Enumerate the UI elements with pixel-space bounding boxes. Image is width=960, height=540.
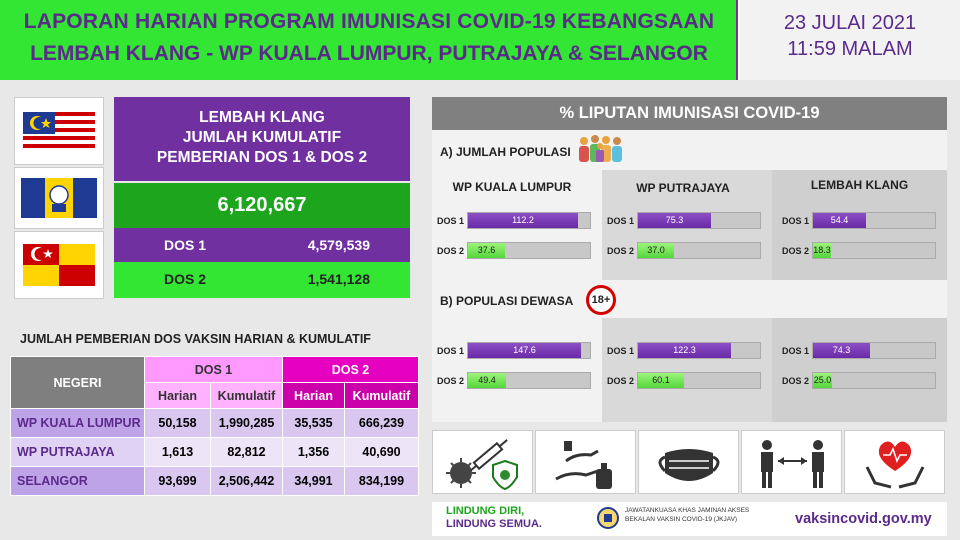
col-header-dos2: DOS 2 — [283, 357, 419, 383]
dos2-label: DOS 2 — [164, 271, 207, 287]
bar-series-label: DOS 2 — [782, 376, 810, 386]
prevention-icons — [432, 430, 947, 494]
bar-track — [812, 212, 936, 229]
report-title: LAPORAN HARIAN PROGRAM IMUNISASI COVID-19 KEBANGSAAN — [23, 10, 715, 33]
col-header-dos1: DOS 1 — [145, 357, 283, 383]
bar-track — [812, 242, 936, 259]
bar-series-label: DOS 1 — [782, 346, 810, 356]
adult-18-badge: 18+ — [586, 285, 616, 315]
row-d1-harian: 50,158 — [145, 409, 211, 438]
kuala-lumpur-flag — [14, 97, 104, 165]
coverage-bar: 25.0 — [813, 373, 832, 388]
cumulative-dos1-row — [114, 228, 410, 262]
dos1-value: 4,579,539 — [307, 237, 370, 253]
col-title-lembah-klang: LEMBAH KLANG — [810, 178, 909, 192]
coverage-bar: 18.3 — [813, 243, 831, 258]
bar-track — [637, 242, 761, 259]
row-d2-harian: 35,535 — [283, 409, 345, 438]
cumulative-heading-line3: PEMBERIAN DOS 1 & DOS 2 — [156, 149, 368, 166]
col-title-putrajaya: WP PUTRAJAYA — [636, 181, 730, 195]
table-title: JUMLAH PEMBERIAN DOS VAKSIN HARIAN & KUMULATIF — [20, 332, 371, 346]
bar-series-label: DOS 2 — [782, 246, 810, 256]
bar-track — [812, 372, 936, 389]
report-time: 11:59 MALAM — [787, 38, 913, 60]
row-d2-harian: 34,991 — [283, 467, 345, 496]
slogan-line2: LINDUNG SEMUA. — [446, 518, 542, 530]
putrajaya-flag — [14, 167, 104, 229]
row-negeri: SELANGOR — [11, 467, 145, 496]
row-d1-harian: 93,699 — [145, 467, 211, 496]
jkjav-line2: BEKALAN VAKSIN COVID-19 (JKJAV) — [625, 515, 738, 523]
cumulative-total: 6,120,667 — [114, 183, 410, 228]
row-d2-harian: 1,356 — [283, 438, 345, 467]
bar-series-label: DOS 2 — [437, 246, 465, 256]
sub-header-dos1-kumulatif: Kumulatif — [211, 383, 283, 409]
col-title-kl: WP KUALA LUMPUR — [452, 180, 572, 194]
bar-series-label: DOS 1 — [607, 346, 635, 356]
jkjav-logo-icon — [596, 506, 620, 530]
face-mask-icon — [638, 430, 739, 494]
physical-distance-icon — [741, 430, 842, 494]
coverage-bar: 112.2 — [468, 213, 578, 228]
bar-series-label: DOS 2 — [607, 376, 635, 386]
row-d1-kumulatif: 2,506,442 — [211, 467, 283, 496]
row-d1-kumulatif: 82,812 — [211, 438, 283, 467]
col-header-negeri: NEGERI — [11, 357, 145, 409]
dos1-label: DOS 1 — [164, 237, 207, 253]
website-link[interactable]: vaksincovid.gov.my — [795, 511, 932, 527]
coverage-bar: 54.4 — [813, 213, 866, 228]
coverage-bar: 122.3 — [638, 343, 731, 358]
jkjav-line1: JAWATANKUASA KHAS JAMINAN AKSES — [625, 507, 750, 514]
heart-care-icon — [844, 430, 945, 494]
row-d2-kumulatif: 834,199 — [345, 467, 419, 496]
cumulative-dos2-row — [114, 262, 410, 298]
coverage-bar: 74.3 — [813, 343, 870, 358]
vaccine-virus-icon — [432, 430, 533, 494]
report-date: 23 JULAI 2021 — [783, 12, 917, 34]
coverage-bar: 37.6 — [468, 243, 505, 258]
dos2-value: 1,541,128 — [307, 271, 370, 287]
col-b-putrajaya — [602, 318, 772, 422]
col-b-kl — [432, 318, 602, 422]
bar-series-label: DOS 1 — [437, 216, 465, 226]
sub-header-dos1-harian: Harian — [145, 383, 211, 409]
row-negeri: WP PUTRAJAYA — [11, 438, 145, 467]
table-row — [11, 409, 419, 438]
cumulative-heading-line1: LEMBAH KLANG — [199, 109, 325, 126]
slogan-line1: LINDUNG DIRI, — [446, 505, 525, 517]
coverage-bar: 75.3 — [638, 213, 711, 228]
bar-track — [637, 212, 761, 229]
section-a-label: A) JUMLAH POPULASI — [440, 145, 571, 159]
section-b-label: B) POPULASI DEWASA — [440, 294, 574, 308]
cumulative-heading-line2: JUMLAH KUMULATIF — [182, 129, 342, 146]
jkjav-text — [625, 507, 785, 524]
col-b-lembah-klang — [772, 318, 947, 422]
row-d2-kumulatif: 40,690 — [345, 438, 419, 467]
coverage-bar: 37.0 — [638, 243, 674, 258]
row-d2-kumulatif: 666,239 — [345, 409, 419, 438]
selangor-flag — [14, 231, 104, 299]
cumulative-heading — [114, 97, 410, 181]
bar-track — [637, 372, 761, 389]
sub-header-dos2-harian: Harian — [283, 383, 345, 409]
coverage-bar: 60.1 — [638, 373, 684, 388]
dose-table — [10, 356, 419, 496]
population-crowd-icon — [576, 132, 628, 166]
bar-series-label: DOS 2 — [607, 246, 635, 256]
bar-track — [467, 212, 591, 229]
bar-track — [467, 242, 591, 259]
coverage-bar: 147.6 — [468, 343, 581, 358]
bar-track — [467, 342, 591, 359]
report-subtitle: LEMBAH KLANG - WP KUALA LUMPUR, PUTRAJAYA & SELANGOR — [30, 42, 708, 65]
bar-series-label: DOS 2 — [437, 376, 465, 386]
bar-series-label: DOS 1 — [437, 346, 465, 356]
bar-track — [812, 342, 936, 359]
hand-sanitizer-icon — [535, 430, 636, 494]
bar-series-label: DOS 1 — [607, 216, 635, 226]
table-row — [11, 467, 419, 496]
bar-track — [467, 372, 591, 389]
table-row — [11, 438, 419, 467]
sub-header-dos2-kumulatif: Kumulatif — [345, 383, 419, 409]
bar-track — [637, 342, 761, 359]
coverage-title: % LIPUTAN IMUNISASI COVID-19 — [432, 97, 947, 130]
bar-series-label: DOS 1 — [782, 216, 810, 226]
coverage-bar: 49.4 — [468, 373, 506, 388]
row-d1-kumulatif: 1,990,285 — [211, 409, 283, 438]
row-d1-harian: 1,613 — [145, 438, 211, 467]
row-negeri: WP KUALA LUMPUR — [11, 409, 145, 438]
